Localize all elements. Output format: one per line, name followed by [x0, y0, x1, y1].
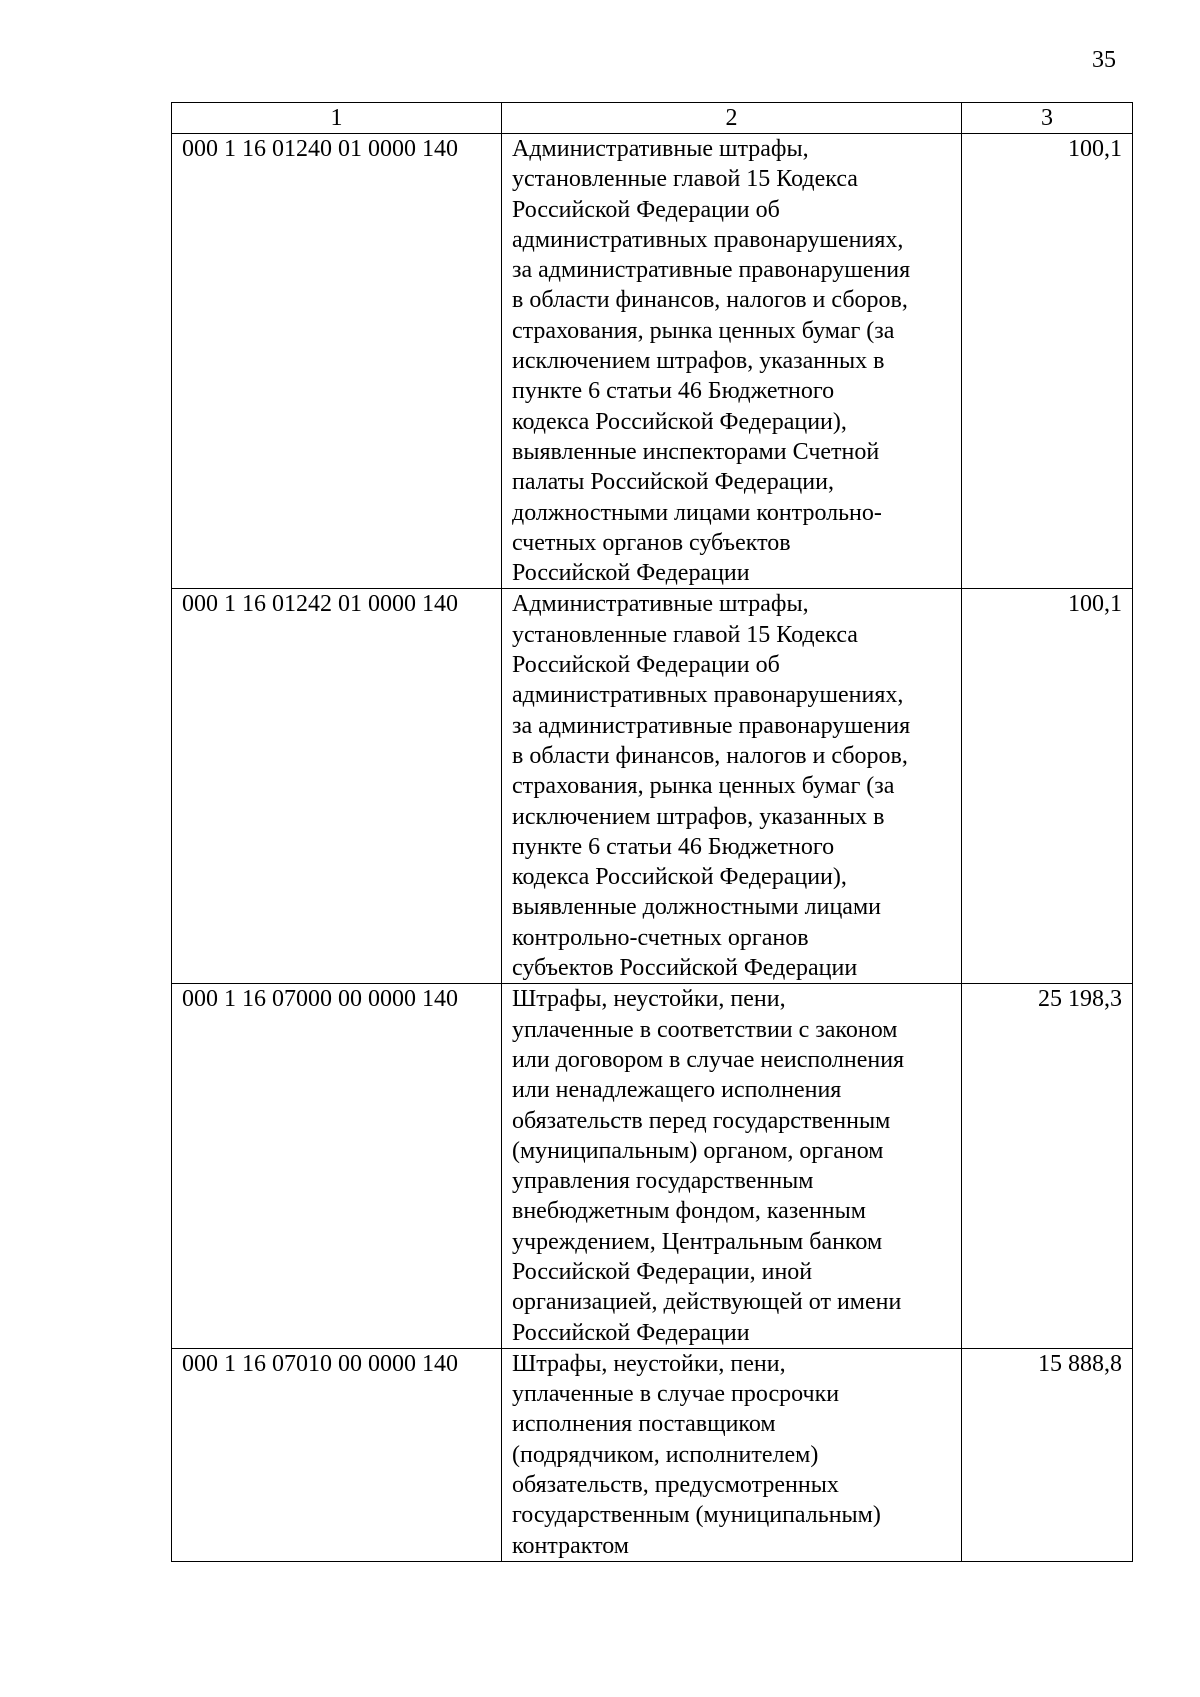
- revenue-name-line: в области финансов, налогов и сборов,: [512, 742, 908, 769]
- revenue-code-cell: 000 1 16 01240 01 0000 140: [172, 134, 502, 589]
- column-header-code: 1: [172, 103, 502, 134]
- table-body: [172, 134, 1133, 1562]
- revenue-name-line: исключением штрафов, указанных в: [512, 803, 885, 830]
- page-number: 35: [1092, 47, 1116, 73]
- revenue-name-line: палаты Российской Федерации,: [512, 469, 834, 496]
- revenue-name-line: страхования, рынка ценных бумаг (за: [512, 317, 895, 344]
- revenue-name-line: исполнения поставщиком: [512, 1411, 776, 1438]
- revenue-name-line: (подрядчиком, исполнителем): [512, 1441, 819, 1468]
- revenue-name-line: выявленные должностными лицами: [512, 894, 881, 921]
- column-header-name: 2: [502, 103, 962, 134]
- revenue-name-line: Российской Федерации об: [512, 652, 780, 679]
- revenue-name-line: субъектов Российской Федерации: [512, 955, 858, 982]
- revenue-name-line: в области финансов, налогов и сборов,: [512, 287, 908, 314]
- revenue-name-line: государственным (муниципальным): [512, 1502, 881, 1529]
- revenue-name-line: Штрафы, неустойки, пени,: [512, 1350, 786, 1377]
- revenue-name-line: выявленные инспекторами Счетной: [512, 438, 880, 465]
- revenue-name-line: пункте 6 статьи 46 Бюджетного: [512, 833, 835, 860]
- revenue-code-cell: 000 1 16 07000 00 0000 140: [172, 984, 502, 1349]
- revenue-name-line: Административные штрафы,: [512, 591, 809, 618]
- revenue-name-line: страхования, рынка ценных бумаг (за: [512, 773, 895, 800]
- amount-cell: 100,1: [962, 589, 1133, 984]
- revenue-name-line: административных правонарушениях,: [512, 682, 904, 709]
- revenue-name-line: организацией, действующей от имени: [512, 1289, 902, 1316]
- revenue-name-cell: [502, 134, 962, 589]
- revenue-code-cell: 000 1 16 01242 01 0000 140: [172, 589, 502, 984]
- revenue-name-line: должностными лицами контрольно-: [512, 499, 882, 526]
- revenue-name-line: контрактом: [512, 1532, 629, 1559]
- revenue-name-line: или ненадлежащего исполнения: [512, 1077, 842, 1104]
- revenue-name-line: исключением штрафов, указанных в: [512, 348, 885, 375]
- revenue-name-line: Российской Федерации: [512, 1319, 750, 1346]
- amount-cell: 100,1: [962, 134, 1133, 589]
- revenue-code-cell: 000 1 16 07010 00 0000 140: [172, 1348, 502, 1561]
- revenue-name-line: управления государственным: [512, 1168, 814, 1195]
- table-row: [172, 134, 1133, 589]
- revenue-name-line: Российской Федерации, иной: [512, 1258, 813, 1285]
- revenue-name-line: обязательств, предусмотренных: [512, 1472, 839, 1499]
- revenue-name-line: учреждением, Центральным банком: [512, 1228, 883, 1255]
- revenue-name-line: кодекса Российской Федерации),: [512, 408, 847, 435]
- revenue-name-cell: [502, 589, 962, 984]
- table-row: [172, 589, 1133, 984]
- revenue-name-line: Российской Федерации: [512, 560, 750, 587]
- revenue-name-line: Штрафы, неустойки, пени,: [512, 986, 786, 1013]
- revenue-name-line: контрольно-счетных органов: [512, 924, 809, 951]
- table-row: [172, 984, 1133, 1349]
- revenue-name-line: Административные штрафы,: [512, 136, 809, 162]
- revenue-name-line: счетных органов субъектов: [512, 529, 791, 556]
- revenue-name-line: Российской Федерации об: [512, 196, 780, 223]
- revenue-name-line: уплаченные в соответствии с законом: [512, 1016, 898, 1043]
- revenue-name-line: (муниципальным) органом, органом: [512, 1137, 884, 1164]
- revenue-name-line: кодекса Российской Федерации),: [512, 864, 847, 891]
- revenue-name-line: за административные правонарушения: [512, 712, 911, 739]
- table-row: [172, 1348, 1133, 1561]
- revenue-name-line: или договором в случае неисполнения: [512, 1046, 905, 1073]
- revenue-name-line: установленные главой 15 Кодекса: [512, 621, 858, 648]
- revenue-name-cell: [502, 1348, 962, 1561]
- revenue-name-line: обязательств перед государственным: [512, 1107, 891, 1134]
- revenue-name-line: пункте 6 статьи 46 Бюджетного: [512, 378, 835, 405]
- amount-cell: 25 198,3: [962, 984, 1133, 1349]
- column-header-amount: 3: [962, 103, 1133, 134]
- revenue-name-cell: [502, 984, 962, 1349]
- revenue-name-line: уплаченные в случае просрочки: [512, 1381, 840, 1408]
- amount-cell: 15 888,8: [962, 1348, 1133, 1561]
- revenue-name-line: административных правонарушениях,: [512, 226, 904, 253]
- revenue-name-line: внебюджетным фондом, казенным: [512, 1198, 866, 1225]
- revenue-name-line: установленные главой 15 Кодекса: [512, 166, 858, 193]
- budget-revenue-table: [171, 102, 1133, 1562]
- table-header-row: [172, 103, 1133, 134]
- revenue-name-line: за административные правонарушения: [512, 257, 911, 284]
